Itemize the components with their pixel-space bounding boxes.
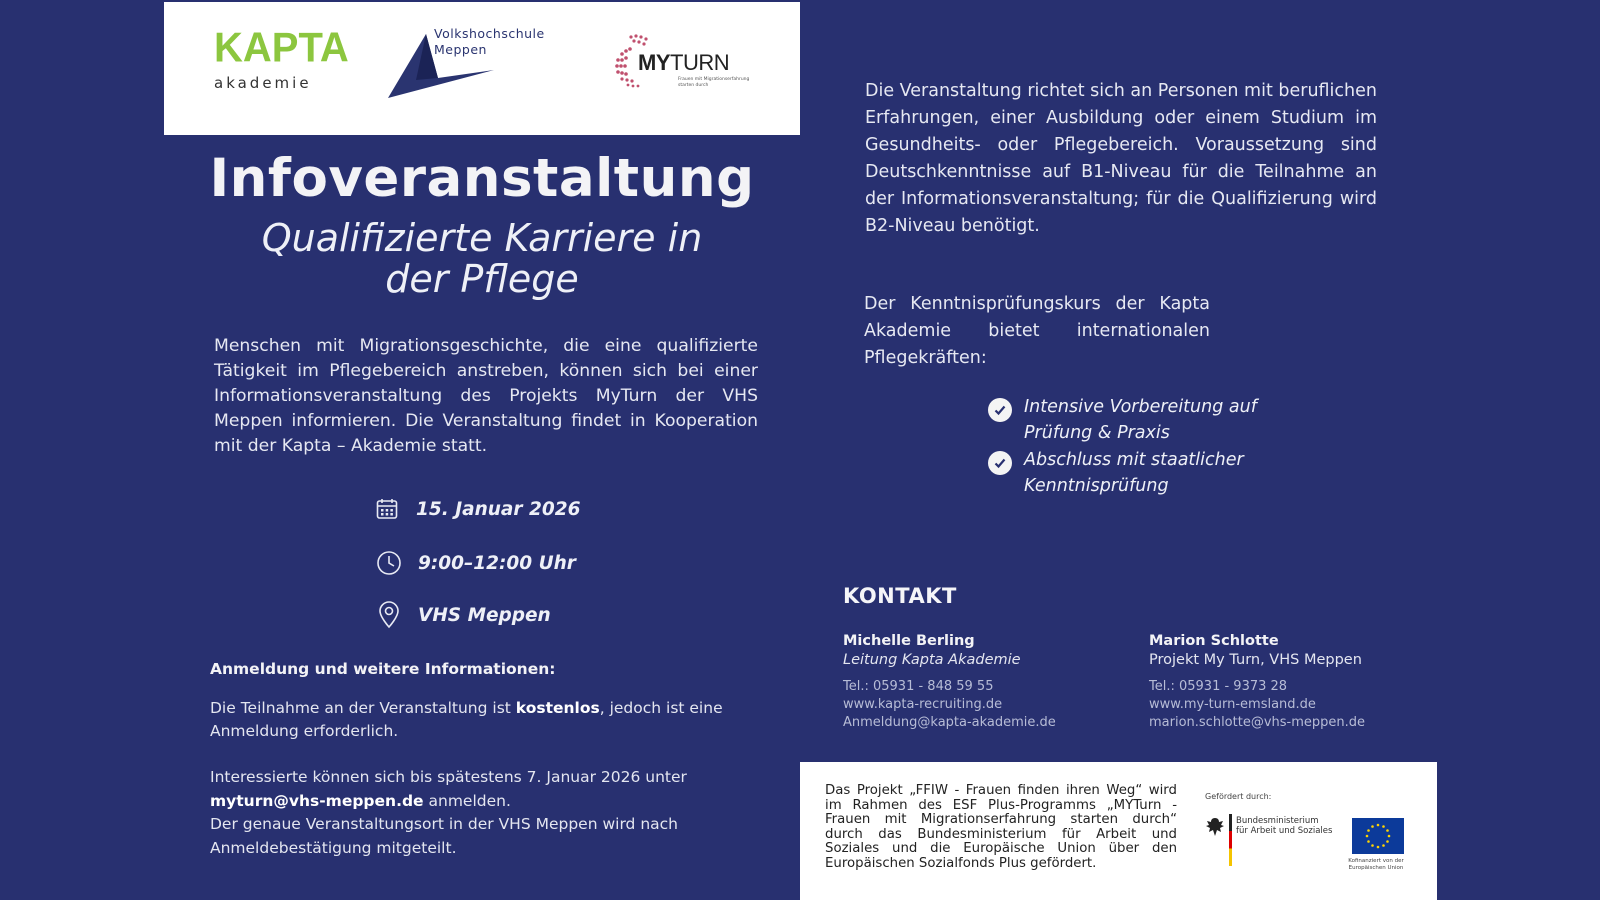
funded-by-label: Gefördert durch: bbox=[1205, 792, 1272, 801]
vhs-logo-line2: Meppen bbox=[434, 42, 487, 57]
event-time-text: 9:00–12:00 Uhr bbox=[418, 552, 576, 574]
check-icon bbox=[988, 451, 1012, 475]
benefits-list bbox=[988, 395, 1288, 501]
check-icon bbox=[988, 398, 1012, 422]
kapta-logo-sub: akademie bbox=[214, 74, 312, 92]
page-title: Infoveranstaltung bbox=[209, 148, 755, 209]
event-date bbox=[372, 494, 580, 524]
myturn-logo bbox=[612, 30, 772, 96]
contact-email-link[interactable]: Anmeldung@kapta-akademie.de bbox=[843, 715, 1056, 730]
target-group-paragraph: Die Veranstaltung richtet sich an Personen mit beruflichen Erfahrungen, einer Ausbildung oder einem Studium im Gesundheits- oder Pflegebereich. Voraussetzung sind Deutschkenntnisse auf B1-Niveau für die Teilnahme an der Informationsveranstaltung; für die Qualifizierung wird B2-Niveau benötigt. bbox=[865, 81, 1377, 236]
contact-heading: KONTAKT bbox=[843, 584, 957, 608]
subtitle-line1: Qualifizierte Karriere in bbox=[261, 216, 703, 260]
german-flag-bar bbox=[1229, 814, 1232, 866]
contact-card-schlotte bbox=[1149, 632, 1449, 732]
course-intro-paragraph: Der Kenntnisprüfungskurs der Kapta Akademie bietet internationalen Pflegekräften: bbox=[864, 294, 1210, 368]
eu-caption: Kofinanziert von der Europäischen Union bbox=[1348, 858, 1404, 871]
subtitle-line2: der Pflege bbox=[385, 257, 579, 301]
eu-flag-icon bbox=[1352, 818, 1404, 854]
vhs-logo-line1: Volkshochschule bbox=[434, 26, 545, 41]
event-location bbox=[374, 600, 551, 630]
contact-name: Marion Schlotte bbox=[1149, 633, 1279, 649]
clock-icon bbox=[374, 548, 404, 578]
vhs-logo bbox=[386, 26, 566, 106]
funding-text: Das Projekt „FFIW - Frauen finden ihren Weg“ wird im Rahmen des ESF Plus-Programms „MYTurn - Frauen mit Migrationserfahrung starten durch“ durch das Bundesministerium für Arbeit und Soziales und die Europäische Union über den Europäischen Sozialfonds Plus gefördert. bbox=[825, 783, 1177, 871]
bmas-logo: Bundesministerium für Arbeit und Soziales bbox=[1200, 814, 1340, 874]
contact-email-link[interactable]: marion.schlotte@vhs-meppen.de bbox=[1149, 715, 1366, 730]
contact-website-link[interactable]: www.my-turn-emsland.de bbox=[1149, 697, 1316, 712]
logo-bar bbox=[164, 2, 800, 135]
myturn-logo-light: TURN bbox=[670, 50, 730, 75]
event-location-text: VHS Meppen bbox=[418, 604, 551, 626]
registration-heading: Anmeldung und weitere Informationen: bbox=[210, 660, 556, 678]
registration-email-link[interactable]: myturn@vhs-meppen.de bbox=[210, 791, 424, 810]
registration-deadline-text: Interessierte können sich bis spätestens 7. Januar 2026 unter myturn@vhs-meppen.de anmelden. Der genaue Veranstaltungsort in der VHS Meppen wird nach Anmeldebestätigung mitgeteilt. bbox=[210, 768, 687, 857]
contact-phone[interactable]: Tel.: 05931 - 9373 28 bbox=[1149, 679, 1288, 694]
contact-phone[interactable]: Tel.: 05931 - 848 59 55 bbox=[843, 679, 994, 694]
benefit-item: Abschluss mit staatlicher Kenntnisprüfung bbox=[988, 448, 1288, 499]
location-pin-icon bbox=[374, 600, 404, 630]
registration-fee-text: Die Teilnahme an der Veranstaltung ist kostenlos, jedoch ist eine Anmeldung erforderlich. bbox=[210, 699, 723, 740]
myturn-logo-word bbox=[638, 50, 729, 76]
intro-paragraph: Menschen mit Migrationsgeschichte, die eine qualifizierte Tätigkeit im Pflegebereich anstreben, können sich bei einer Informationsveranstaltung des Projekts MyTurn der VHS Meppen informieren. Die Veranstaltung findet in Kooperation mit der Kapta – Akademie statt. bbox=[214, 336, 758, 456]
contact-website-link[interactable]: www.kapta-recruiting.de bbox=[843, 697, 1003, 712]
contact-name: Michelle Berling bbox=[843, 633, 975, 649]
free-label: kostenlos bbox=[515, 699, 600, 717]
kapta-logo bbox=[214, 24, 349, 92]
kapta-logo-word: KAPTA bbox=[214, 24, 349, 72]
event-time bbox=[374, 548, 576, 578]
benefit-item: Intensive Vorbereitung auf Prüfung & Praxis bbox=[988, 395, 1288, 446]
myturn-tagline: Frauen mit Migrationserfahrung starten durch bbox=[678, 77, 750, 88]
federal-eagle-icon bbox=[1204, 816, 1226, 838]
contact-role: Leitung Kapta Akademie bbox=[843, 652, 1021, 668]
funding-footer bbox=[800, 762, 1437, 900]
page-subtitle bbox=[164, 218, 800, 300]
contact-card-berling bbox=[843, 632, 1143, 732]
myturn-logo-bold: MY bbox=[638, 50, 670, 75]
calendar-icon bbox=[372, 494, 402, 524]
vhs-logo-text bbox=[434, 26, 545, 58]
event-date-text: 15. Januar 2026 bbox=[416, 498, 581, 520]
contact-role: Projekt My Turn, VHS Meppen bbox=[1149, 652, 1362, 668]
